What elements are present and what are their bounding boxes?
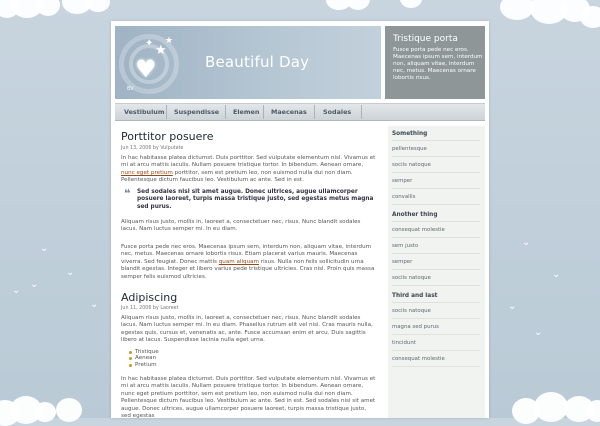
heart-icon: ♥ (135, 55, 157, 83)
nav-separator (314, 105, 315, 119)
post-meta: Jun 11, 2006 by Laoreet (121, 306, 179, 311)
bullet-list (129, 349, 159, 368)
sidebar-divider (392, 269, 480, 270)
sidebar-link[interactable]: tincidunt (392, 340, 416, 346)
sidebar-link[interactable]: consequat molestie (392, 356, 445, 362)
bird-icon: ⌄ (66, 267, 75, 278)
sidebar-link[interactable]: convallis (392, 194, 416, 200)
paragraph-text: porttitor, sem est pretium leo, non euismod nulla dui non diam. Pellentesque dictum faucibus leo. Vestibulum ac ante. Sed in est. (121, 169, 353, 184)
cloud-decoration (86, 0, 110, 12)
sidebar-link[interactable]: magna sed purus (392, 324, 439, 330)
nav-separator (263, 105, 264, 119)
info-box-text: Fusce porta pede nec eros. Maecenas ipsum sem, interdum non, aliquam vitae, interdum nec, metus. Maecenas ornare lobortis risus. (393, 47, 483, 81)
bird-icon: ⌄ (40, 243, 49, 254)
paragraph-text: risus. Nulla non felis sollicitudin urna blandit egestas. Integer et libero varius pede tristique ultricies. Cras nisl. Proin quis massa semper felis euismod ultricies. (121, 258, 375, 280)
nav-separator (225, 105, 226, 119)
sidebar-divider (392, 302, 480, 303)
sidebar-divider (392, 366, 480, 367)
post-paragraph (121, 155, 377, 185)
paragraph-text: In hac habitasse platea dictumst. Duis porttitor. Sed vulputate elementum nisl. Vivamus et mi at arcu mattis iaculis. Nullam posuere tristique tortor. In bibendum. Aenean ornare, (121, 155, 376, 169)
nav-separator (361, 105, 362, 119)
post-paragraph: Aliquam risus justo, mollis in, laoreet a, consectetuer nec, risus. Nunc blandit sodales lacus. Nam luctus semper mi. In eu diam. Phasellus rutrum elit vel nisi. Cras mauris nulla, egestas quis, cursus et, venenatis ac, ante. Fusce accumsan enim et arcu. Duis sagittis libero at lacus. Suspendisse lacinia nulla eget urna. (121, 315, 373, 344)
info-box-heading: Tristique porta (393, 34, 458, 44)
sidebar-heading: Another thing (392, 212, 438, 218)
sidebar-divider (392, 350, 480, 351)
main-nav (115, 103, 485, 121)
sidebar-link[interactable]: sem justo (392, 243, 419, 249)
sidebar-divider (392, 156, 480, 157)
sidebar-link[interactable]: sociis natoque (392, 162, 431, 168)
sidebar-divider (392, 172, 480, 173)
cloud-decoration (36, 0, 60, 16)
inline-link[interactable]: quam aliquam (218, 258, 260, 265)
blockquote: Sed sodales nisl sit amet augue. Donec ultrices, augue ullamcorper posuere laoreet, turpis massa tristique justo, sed egestas metus magna sed purus. (137, 189, 374, 210)
bird-icon: ⌄ (534, 327, 543, 338)
post-paragraph: Aliquam risus justo, mollis in, laoreet a, consectetuer nec, risus. Nunc blandit sodales lacus. Nam luctus semper mi. In eu diam. (121, 219, 361, 233)
list-item: Tristique (129, 349, 159, 355)
bird-icon: ⌄ (12, 285, 21, 296)
header-info-box (385, 26, 485, 99)
sidebar-heading: Third and last (392, 293, 438, 299)
post-meta: Jun 13, 2006 by Vulputate (121, 146, 184, 151)
post-title[interactable]: Adipiscing (121, 291, 178, 304)
sidebar-heading: Something (392, 131, 428, 137)
page-container (111, 21, 489, 418)
star-icon: ★ (165, 36, 174, 46)
post-paragraph (121, 244, 377, 281)
sidebar-link[interactable]: consequat molestie (392, 227, 445, 233)
cloud-decoration (56, 398, 82, 422)
sidebar-link[interactable]: sociis natoque (392, 308, 431, 314)
sidebar-divider (392, 318, 480, 319)
site-title[interactable]: Beautiful Day (205, 53, 310, 71)
nav-item-maecenas[interactable]: Maecenas (271, 108, 307, 116)
bird-icon: ⌄ (552, 269, 561, 280)
list-item: Pretium (129, 362, 159, 368)
bird-icon: ⌄ (522, 237, 531, 248)
bird-icon: ⌄ (30, 279, 39, 290)
nav-item-suspendisse[interactable]: Suspendisse (174, 108, 220, 116)
cloud-decoration (34, 402, 56, 422)
sidebar (388, 126, 485, 418)
nav-item-vestibulum[interactable]: Vestibulum (124, 108, 165, 116)
cloud-decoration (400, 0, 422, 8)
paragraph-text: Fusce porta pede nec eros. Maecenas ipsum sem, interdum non, aliquam vitae, interdum nec, metus. Maecenas ornare lobortis risus. Etiam placerat varius mauris. Maecenas viverra. Sed feugiat. Donec mattis (121, 244, 372, 265)
sidebar-divider (392, 140, 480, 141)
sidebar-divider (392, 285, 480, 286)
post-paragraph: In hac habitasse platea dictumst. Duis porttitor. Sed vulputate elementum nisl. Vivamus et mi at arcu mattis iaculis. Nullam posuere tristique tortor. In bibendum. Aenean ornare, nunc eget pretium porttitor, sem est pretium leo, non euismod nulla dui non diam. Pellentesque dictum faucibus leo. Vestibulum ac ante. Sed in est. Sed sodales nisl sit amet augue. Donec ultrices, augue ullamcorper posuere laoreet, turpis massa tristique justo, sed egestas (121, 376, 376, 420)
cloud-decoration (580, 6, 600, 28)
logo-caption: BV (127, 86, 134, 92)
sidebar-divider (392, 204, 480, 205)
nav-item-sodales[interactable]: Sodales (323, 108, 352, 116)
star-icon: ✦ (145, 38, 154, 49)
sidebar-divider (392, 334, 480, 335)
header-banner (115, 26, 381, 99)
sidebar-divider (392, 188, 480, 189)
post-title[interactable]: Porttitor posuere (121, 130, 214, 143)
sidebar-link[interactable]: pellentesque (392, 146, 427, 152)
bird-icon: ⌄ (90, 299, 99, 310)
bird-icon: ⌄ (508, 301, 517, 312)
sidebar-divider (392, 237, 480, 238)
list-item: Aenean (129, 355, 159, 361)
cloud-decoration (500, 0, 534, 20)
nav-item-elemen[interactable]: Elemen (233, 108, 260, 116)
quote-icon: ❝ (124, 187, 131, 200)
sidebar-divider (392, 221, 480, 222)
cloud-decoration (346, 0, 370, 10)
nav-separator (166, 105, 167, 119)
sidebar-divider (392, 253, 480, 254)
sidebar-link[interactable]: sociis natoque (392, 275, 431, 281)
sidebar-link[interactable]: semper (392, 178, 413, 184)
sidebar-link[interactable]: semper (392, 259, 413, 265)
inline-link[interactable]: nunc eget pretium (121, 169, 173, 176)
star-icon: ★ (155, 43, 167, 58)
